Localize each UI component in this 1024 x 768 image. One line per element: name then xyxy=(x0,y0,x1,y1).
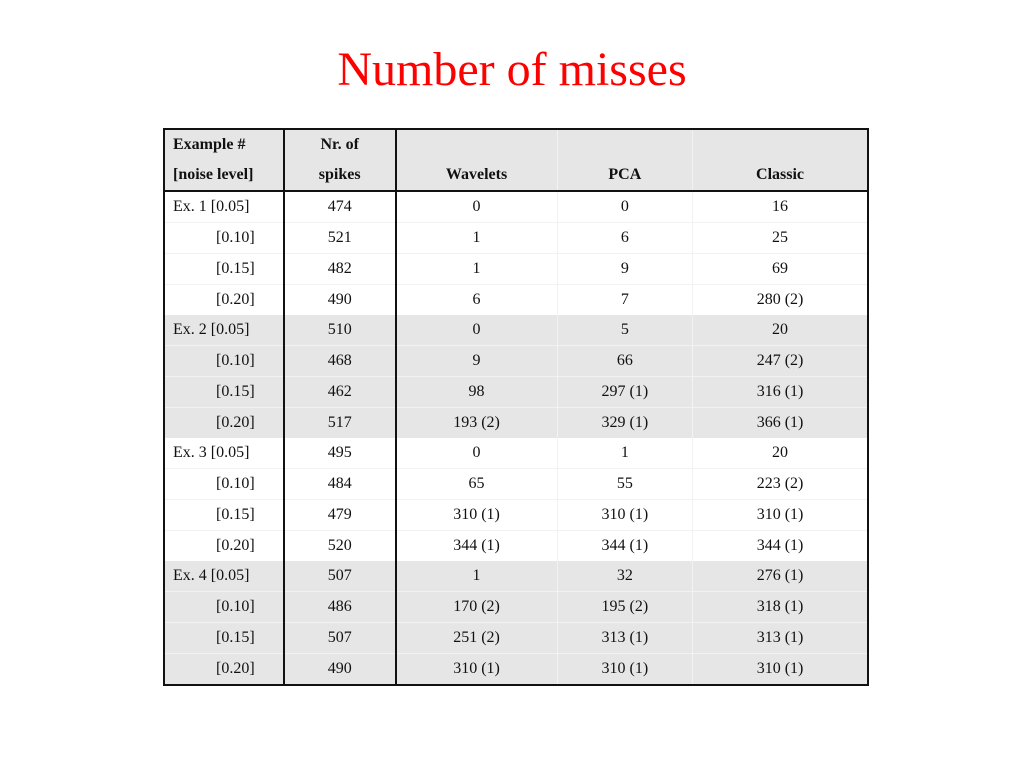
example-cell: [0.20] xyxy=(164,531,284,562)
wavelets-cell: 0 xyxy=(396,438,558,469)
wavelets-cell: 251 (2) xyxy=(396,623,558,654)
misses-table xyxy=(163,128,869,686)
slide-title: Number of misses xyxy=(337,43,687,96)
table-row xyxy=(164,592,868,623)
spikes-cell: 507 xyxy=(284,623,396,654)
example-cell: [0.15] xyxy=(164,377,284,408)
header-cell: PCA xyxy=(557,160,693,191)
header-row-2 xyxy=(164,160,868,191)
table-row xyxy=(164,654,868,686)
example-cell: Ex. 3 [0.05] xyxy=(164,438,284,469)
wavelets-cell: 344 (1) xyxy=(396,531,558,562)
spikes-cell: 486 xyxy=(284,592,396,623)
classic-cell: 344 (1) xyxy=(693,531,868,562)
spikes-cell: 507 xyxy=(284,561,396,592)
header-cell xyxy=(557,129,693,160)
header-cell: Classic xyxy=(693,160,868,191)
table-row xyxy=(164,223,868,254)
wavelets-cell: 0 xyxy=(396,191,558,223)
wavelets-cell: 6 xyxy=(396,285,558,316)
pca-cell: 1 xyxy=(557,438,693,469)
header-cell: Wavelets xyxy=(396,160,558,191)
classic-cell: 313 (1) xyxy=(693,623,868,654)
classic-cell: 310 (1) xyxy=(693,500,868,531)
table-row xyxy=(164,346,868,377)
example-cell: [0.15] xyxy=(164,254,284,285)
example-cell: [0.10] xyxy=(164,469,284,500)
classic-cell: 280 (2) xyxy=(693,285,868,316)
classic-cell: 318 (1) xyxy=(693,592,868,623)
classic-cell: 223 (2) xyxy=(693,469,868,500)
example-cell: [0.20] xyxy=(164,654,284,686)
classic-cell: 25 xyxy=(693,223,868,254)
spikes-cell: 517 xyxy=(284,408,396,439)
pca-cell: 32 xyxy=(557,561,693,592)
spikes-cell: 490 xyxy=(284,285,396,316)
table-row xyxy=(164,500,868,531)
pca-cell: 313 (1) xyxy=(557,623,693,654)
wavelets-cell: 65 xyxy=(396,469,558,500)
pca-cell: 66 xyxy=(557,346,693,377)
wavelets-cell: 310 (1) xyxy=(396,654,558,686)
pca-cell: 7 xyxy=(557,285,693,316)
header-cell: spikes xyxy=(284,160,396,191)
pca-cell: 9 xyxy=(557,254,693,285)
header-cell: [noise level] xyxy=(164,160,284,191)
classic-cell: 310 (1) xyxy=(693,654,868,686)
header-cell: Example # xyxy=(164,129,284,160)
example-cell: [0.10] xyxy=(164,223,284,254)
wavelets-cell: 98 xyxy=(396,377,558,408)
example-cell: Ex. 1 [0.05] xyxy=(164,191,284,223)
example-cell: [0.10] xyxy=(164,592,284,623)
table-row xyxy=(164,377,868,408)
classic-cell: 16 xyxy=(693,191,868,223)
example-cell: Ex. 2 [0.05] xyxy=(164,315,284,346)
pca-cell: 55 xyxy=(557,469,693,500)
table-row xyxy=(164,408,868,439)
pca-cell: 5 xyxy=(557,315,693,346)
classic-cell: 366 (1) xyxy=(693,408,868,439)
pca-cell: 6 xyxy=(557,223,693,254)
pca-cell: 310 (1) xyxy=(557,500,693,531)
example-cell: [0.20] xyxy=(164,285,284,316)
spikes-cell: 490 xyxy=(284,654,396,686)
spikes-cell: 520 xyxy=(284,531,396,562)
spikes-cell: 462 xyxy=(284,377,396,408)
pca-cell: 195 (2) xyxy=(557,592,693,623)
table-row xyxy=(164,254,868,285)
spikes-cell: 521 xyxy=(284,223,396,254)
spikes-cell: 482 xyxy=(284,254,396,285)
wavelets-cell: 9 xyxy=(396,346,558,377)
classic-cell: 69 xyxy=(693,254,868,285)
table-row xyxy=(164,623,868,654)
table-row xyxy=(164,315,868,346)
spikes-cell: 484 xyxy=(284,469,396,500)
pca-cell: 344 (1) xyxy=(557,531,693,562)
spikes-cell: 510 xyxy=(284,315,396,346)
table-row xyxy=(164,438,868,469)
example-cell: [0.15] xyxy=(164,500,284,531)
wavelets-cell: 1 xyxy=(396,223,558,254)
table-row xyxy=(164,561,868,592)
wavelets-cell: 1 xyxy=(396,561,558,592)
spikes-cell: 474 xyxy=(284,191,396,223)
classic-cell: 276 (1) xyxy=(693,561,868,592)
example-cell: [0.15] xyxy=(164,623,284,654)
header-cell xyxy=(693,129,868,160)
classic-cell: 20 xyxy=(693,315,868,346)
wavelets-cell: 170 (2) xyxy=(396,592,558,623)
header-row-1 xyxy=(164,129,868,160)
wavelets-cell: 0 xyxy=(396,315,558,346)
example-cell: [0.10] xyxy=(164,346,284,377)
classic-cell: 20 xyxy=(693,438,868,469)
example-cell: Ex. 4 [0.05] xyxy=(164,561,284,592)
header-cell xyxy=(396,129,558,160)
spikes-cell: 495 xyxy=(284,438,396,469)
table-row xyxy=(164,191,868,223)
example-cell: [0.20] xyxy=(164,408,284,439)
pca-cell: 0 xyxy=(557,191,693,223)
classic-cell: 247 (2) xyxy=(693,346,868,377)
classic-cell: 316 (1) xyxy=(693,377,868,408)
table-row xyxy=(164,531,868,562)
table-row xyxy=(164,285,868,316)
spikes-cell: 479 xyxy=(284,500,396,531)
spikes-cell: 468 xyxy=(284,346,396,377)
header-cell: Nr. of xyxy=(284,129,396,160)
table-row xyxy=(164,469,868,500)
wavelets-cell: 1 xyxy=(396,254,558,285)
pca-cell: 329 (1) xyxy=(557,408,693,439)
pca-cell: 297 (1) xyxy=(557,377,693,408)
wavelets-cell: 310 (1) xyxy=(396,500,558,531)
pca-cell: 310 (1) xyxy=(557,654,693,686)
wavelets-cell: 193 (2) xyxy=(396,408,558,439)
